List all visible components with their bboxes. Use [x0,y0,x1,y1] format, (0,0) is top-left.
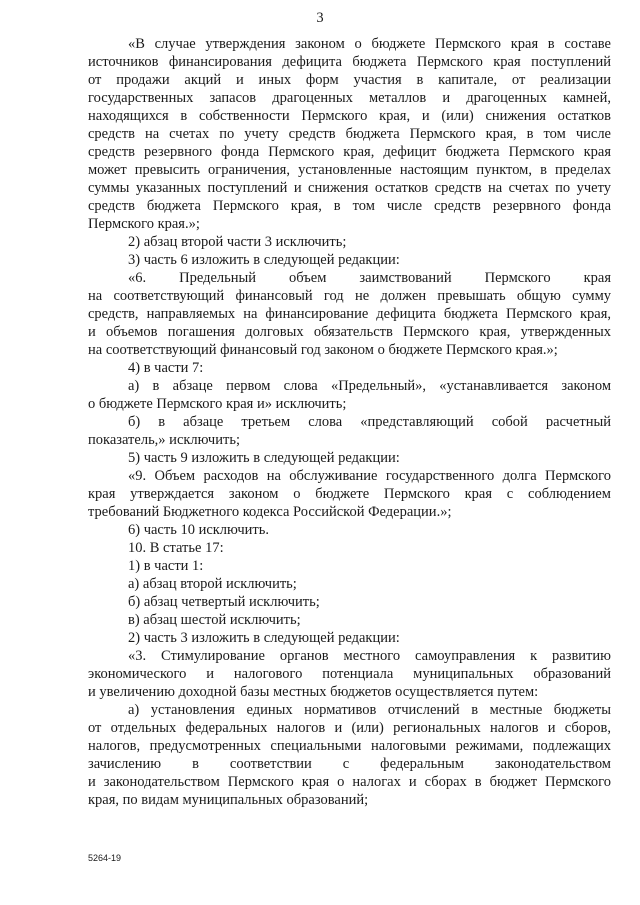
text-line: края утверждается законом о бюджете Пермского края с соблюдением [88,486,611,502]
text-line: 4) в части 7: [128,360,204,376]
text-line: на соответствующий финансовый год не должен превышать общую сумму [88,288,611,304]
text-line: края, по видам муниципальных образований; [88,792,369,808]
text-line: показатель,» исключить; [88,432,240,448]
text-line: государственных запасов драгоценных металлов и драгоценных камней, [88,90,611,106]
text-line: на соответствующий финансовый год законом о бюджете Пермского края.»; [88,342,558,358]
text-line: требований Бюджетного кодекса Российской Федерации.»; [88,504,452,520]
text-line: зачислению в соответствии с федеральным законодательством [88,756,611,772]
text-line: 3) часть 6 изложить в следующей редакции: [128,252,400,268]
text-line: налогов, предусмотренных специальными налоговыми режимами, подлежащих [88,738,611,754]
text-line: «9. Объем расходов на обслуживание государственного долга Пермского [128,468,611,484]
text-line: «6. Предельный объем заимствований Пермского края [128,270,611,286]
text-line: средств на счетах по учету средств бюджета Пермского края, в том числе [88,126,611,142]
text-line: 2) часть 3 изложить в следующей редакции: [128,630,400,646]
page-number: 3 [316,10,324,26]
document-code: 5264-19 [88,853,122,863]
text-line: от продажи акций и иных форм участия в капитале, от реализации [88,72,611,88]
text-line: экономического и налогового потенциала муниципальных образований [88,666,611,682]
text-line: от отдельных федеральных налогов и (или) региональных налогов и сборов, [88,720,611,736]
text-line: 1) в части 1: [128,558,204,574]
text-line: 5) часть 9 изложить в следующей редакции: [128,450,400,466]
text-line: Пермского края.»; [88,216,200,232]
text-line: а) абзац второй исключить; [128,576,297,592]
text-line: «В случае утверждения законом о бюджете Пермского края в составе [128,36,611,52]
text-line: суммы указанных поступлений и снижения остатков средств на счетах по учету [88,180,611,196]
text-line: 2) абзац второй части 3 исключить; [128,234,347,250]
text-line: и увеличению доходной базы местных бюджетов осуществляется путем: [88,684,539,700]
text-line: может превысить ограничения, установленные настоящим пунктом, в пределах [88,162,611,178]
text-line: «3. Стимулирование органов местного самоуправления к развитию [128,648,611,664]
text-line: и законодательством Пермского края о налогах и сборах в бюджет Пермского [88,774,611,790]
text-line: и объемов погашения долговых обязательств Пермского края, утвержденных [88,324,611,340]
text-line: 10. В статье 17: [128,540,224,556]
text-line: средств, направляемых на финансирование дефицита бюджета Пермского края, [88,306,611,322]
text-line: б) в абзаце третьем слова «представляющий собой расчетный [128,414,611,430]
text-line: средств бюджета Пермского края, в том числе средств резервного фонда [88,198,611,214]
text-line: источников финансирования дефицита бюджета Пермского края поступлений [88,54,611,70]
text-line: а) в абзаце первом слова «Предельный», «устанавливается законом [128,378,611,394]
text-line: находящихся в собственности Пермского края, и (или) снижения остатков [88,108,611,124]
text-line: о бюджете Пермского края и» исключить; [88,396,347,412]
text-line: средств резервного фонда Пермского края, дефицит бюджета Пермского края [88,144,611,160]
text-line: а) установления единых нормативов отчислений в местные бюджеты [128,702,611,718]
text-line: 6) часть 10 исключить. [128,522,269,538]
text-line: б) абзац четвертый исключить; [128,594,320,610]
text-line: в) абзац шестой исключить; [128,612,301,628]
document-body [88,35,611,809]
